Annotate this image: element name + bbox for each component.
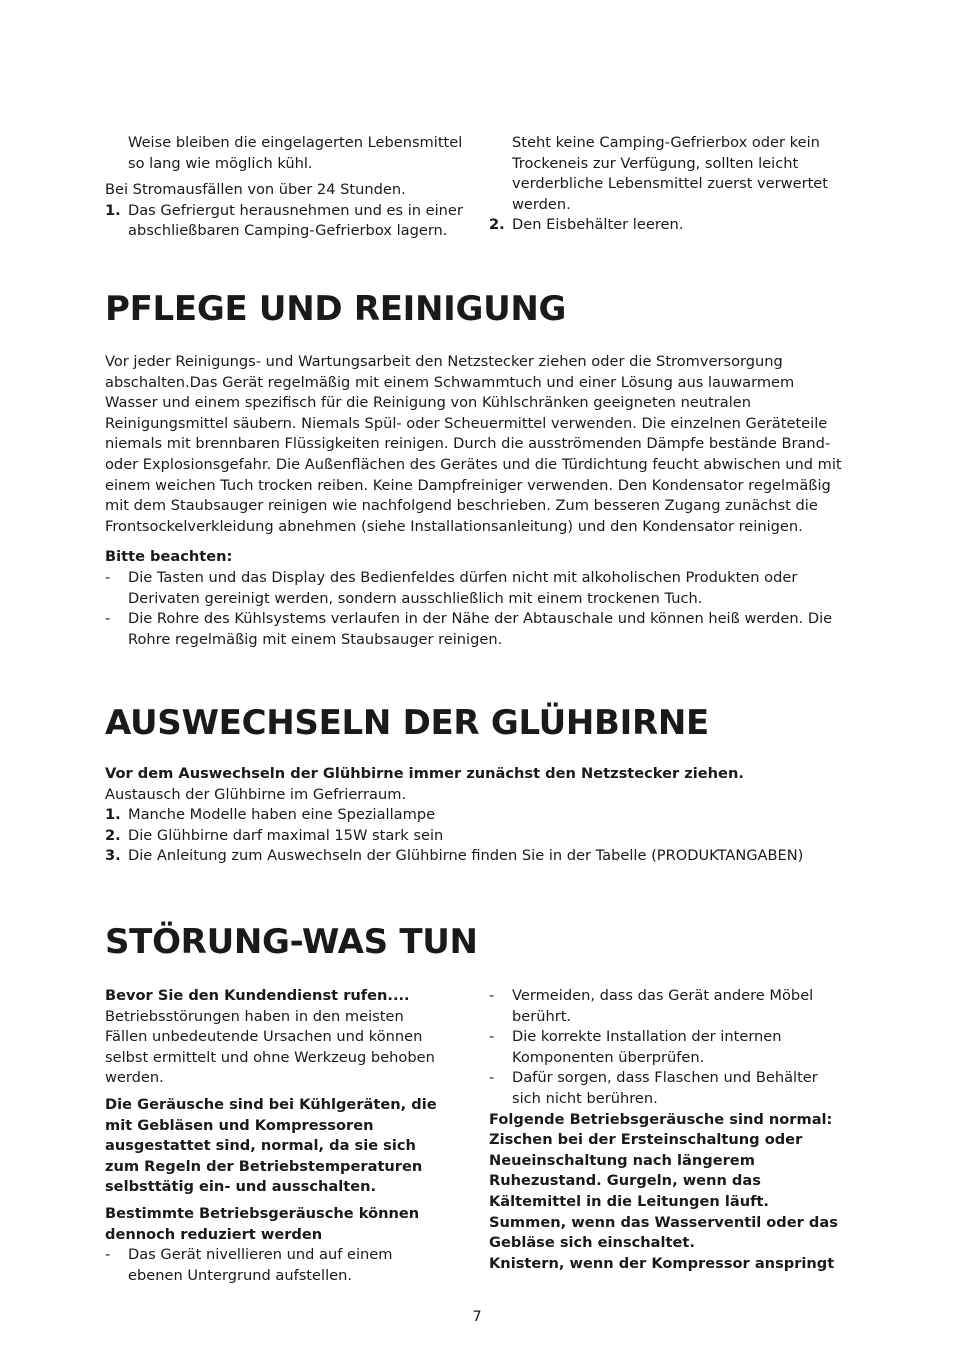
noise-reduce-heading: Bestimmte Betriebsgeräusche können dennoch reduziert werden: [105, 1204, 420, 1243]
bullet-marker: -: [489, 987, 495, 1004]
step-number: 1.: [105, 806, 121, 824]
care-paragraph: Vor jeder Reinigungs- und Wartungsarbeit den Netzstecker ziehen oder die Stromversorgung abschalten.Das Gerät regelmäßig mit einem Schwammtuch und einer Lösung aus lauwarmem Wasser und einem spezifisch für die Reinigung von Kühlschränken geeigneten neutralen Reinigungsmittel säubern. Niemals Spül- oder Scheuermittel verwenden. Die einzelnen Geräteteile niemals mit brennbaren Flüssigkeiten reinigen. Durch die ausströmenden Dämpfe bestände Brand- oder Explosionsgefahr. Die Außenflächen des Gerätes und die Türdichtung feucht abwischen und mit einem weichen Tuch trocken reiben. Keine Dampfreiniger verwenden. Den Kondensator regelmäßig mit dem Staubsauger reinigen wie nachfolgend beschrieben. Zum besseren Zugang zunächst die Frontsockelverkleidung abnehmen (siehe Installationsanleitung) und den Kondensator reinigen.: [105, 353, 842, 535]
bullet-text: Das Gerät nivellieren und auf einem ebenen Untergrund aufstellen.: [128, 1246, 393, 1284]
care-section-body: [105, 352, 850, 650]
step-item: [105, 201, 465, 242]
bullet-marker: -: [105, 610, 111, 628]
noise-paragraph: Die Geräusche sind bei Kühlgeräten, die mit Gebläsen und Kompressoren ausgestattet sind, normal, da sie sich zum Regeln der Betriebstemperaturen selbsttätig ein- und ausschalten.: [105, 1095, 437, 1196]
bulb-intro: Austausch der Glühbirne im Gefrierraum.: [105, 785, 407, 803]
bullet-text: Vermeiden, dass das Gerät andere Möbel berührt.: [512, 987, 814, 1025]
continued-text: Steht keine Camping-Gefrierbox oder kein Trockeneis zur Verfügung, sollten leicht verderbliche Lebensmittel zuerst verwertet werden.: [512, 134, 829, 213]
bullet-marker: -: [105, 1246, 111, 1264]
bullet-item: [105, 568, 850, 609]
bulb-warning: Vor dem Auswechseln der Glühbirne immer zunächst den Netzstecker ziehen.: [105, 765, 744, 782]
step-text: Den Eisbehälter leeren.: [512, 216, 684, 234]
step-text: Die Anleitung zum Auswechseln der Glühbirne finden Sie in der Tabelle (PRODUKTANGABEN): [128, 847, 804, 865]
step-item: [105, 846, 850, 867]
service-heading: Bevor Sie den Kundendienst rufen....: [105, 987, 410, 1004]
bullet-marker: -: [105, 568, 111, 586]
normal-noise-body: Zischen bei der Ersteinschaltung oder Neueinschaltung nach längerem Ruhezustand. Gurgeln, wenn das Kältemittel in die Leitungen läuft. Summen, wenn das Wasserventil oder das Gebläse sich einschaltet.: [489, 1131, 838, 1252]
section-title-care: PFLEGE UND REINIGUNG: [105, 289, 567, 329]
step-item: [105, 805, 850, 826]
note-heading: Bitte beachten:: [105, 548, 233, 566]
bullet-item: [489, 1027, 851, 1068]
step-text: Manche Modelle haben eine Speziallampe: [128, 806, 436, 824]
bullet-item: [105, 609, 850, 650]
bullet-item: [105, 1245, 450, 1286]
step-number: 1.: [105, 201, 121, 219]
step-number: 2.: [105, 826, 121, 844]
top-left-column: [105, 133, 465, 242]
normal-noise-last: Knistern, wenn der Kompressor anspringt: [489, 1254, 835, 1272]
section-title-bulb: AUSWECHSELN DER GLÜHBIRNE: [105, 703, 709, 743]
section-title-troubleshooting: STÖRUNG-WAS TUN: [105, 922, 478, 962]
top-right-column: [489, 133, 839, 236]
page-number: 7: [472, 1308, 482, 1325]
troubleshooting-right-column: [489, 986, 851, 1274]
bullet-marker: -: [489, 1028, 495, 1046]
service-body: Betriebsstörungen haben in den meisten Fällen unbedeutende Ursachen und können selbst ermittelt und ohne Werkzeug behoben werden.: [105, 1007, 435, 1087]
step-item: [105, 826, 850, 847]
power-outage-intro: Bei Stromausfällen von über 24 Stunden.: [105, 181, 406, 199]
bullet-marker: -: [489, 1069, 495, 1087]
step-number: 2.: [489, 216, 505, 234]
bullet-text: Die Tasten und das Display des Bedienfeldes dürfen nicht mit alkoholischen Produkten oder Derivaten gereinigt werden, sondern ausschließlich mit einem trockenen Tuch.: [128, 568, 798, 607]
bullet-text: Dafür sorgen, dass Flaschen und Behälter sich nicht berühren.: [512, 1069, 818, 1107]
bullet-text: Die korrekte Installation der internen Komponenten überprüfen.: [512, 1028, 782, 1066]
troubleshooting-left-column: [105, 986, 450, 1286]
bullet-text: Die Rohre des Kühlsystems verlaufen in der Nähe der Abtauschale und können heiß werden. Die Rohre regelmäßig mit einem Staubsauger reinigen.: [128, 610, 833, 648]
bullet-item: [489, 1068, 851, 1109]
step-text: Das Gefriergut herausnehmen und es in einer abschließbaren Camping-Gefrierbox lagern.: [128, 201, 463, 240]
step-number: 3.: [105, 847, 121, 865]
step-text: Die Glühbirne darf maximal 15W stark sein: [128, 826, 444, 844]
normal-noise-heading: Folgende Betriebsgeräusche sind normal:: [489, 1110, 833, 1128]
step-item: [489, 215, 839, 236]
bulb-section-body: [105, 764, 850, 867]
bullet-item: [489, 986, 851, 1027]
continued-text: Weise bleiben die eingelagerten Lebensmittel so lang wie möglich kühl.: [128, 134, 463, 172]
